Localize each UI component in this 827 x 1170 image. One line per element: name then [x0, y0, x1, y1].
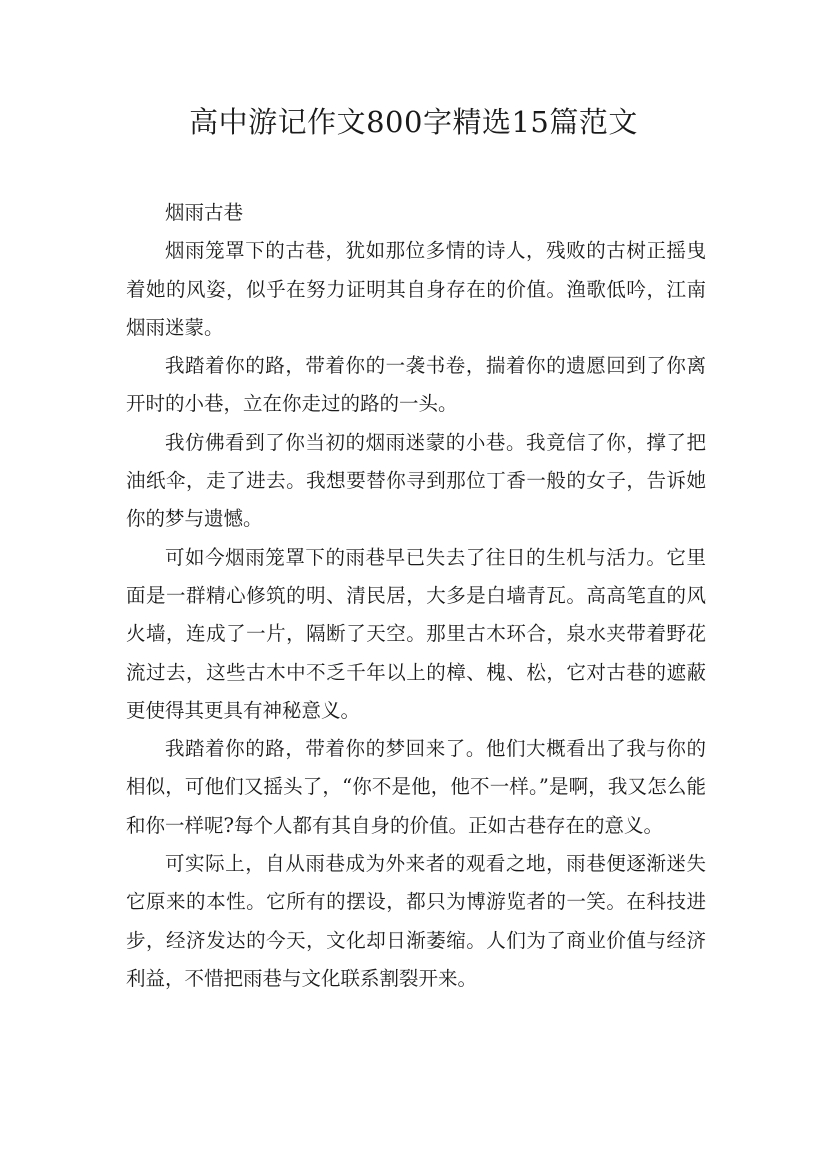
paragraph: 我踏着你的路，带着你的一袭书卷，揣着你的遗愿回到了你离开时的小巷，立在你走过的路的一头。 — [126, 354, 706, 416]
paragraph: 可如今烟雨笼罩下的雨巷早已失去了往日的生机与活力。它里面是一群精心修筑的明、清民居，大多是白墙青瓦。高高笔直的风火墙，连成了一片，隔断了天空。那里古木环合，泉水夹带着野花流过去，这些古木中不乏千年以上的樟、槐、松，它对古巷的遮蔽更使得其更具有神秘意义。 — [126, 545, 706, 722]
paragraph: 我仿佛看到了你当初的烟雨迷蒙的小巷。我竟信了你，撑了把油纸伞，走了进去。我想要替你寻到那位丁香一般的女子，告诉她你的梦与遗憾。 — [126, 430, 706, 531]
document-body — [126, 194, 706, 998]
paragraph: 我踏着你的路，带着你的梦回来了。他们大概看出了我与你的相似，可他们又摇头了，“你不是他，他不一样。”是啊，我又怎么能和你一样呢?每个人都有其自身的价值。正如古巷存在的意义。 — [126, 737, 706, 837]
paragraph: 烟雨笼罩下的古巷，犹如那位多情的诗人，残败的古树正摇曳着她的风姿，似乎在努力证明其自身存在的价值。渔歌低吟，江南烟雨迷蒙。 — [126, 239, 706, 339]
paragraph: 可实际上，自从雨巷成为外来者的观看之地，雨巷便逐渐迷失它原来的本性。它所有的摆设，都只为博游览者的一笑。在科技进步，经济发达的今天，文化却日渐萎缩。人们为了商业价值与经济利益，不惜把雨巷与文化联系割裂开来。 — [126, 852, 706, 990]
section-heading: 烟雨古巷 — [165, 201, 244, 224]
document-title: 高中游记作文800字精选15篇范文 — [189, 105, 638, 139]
